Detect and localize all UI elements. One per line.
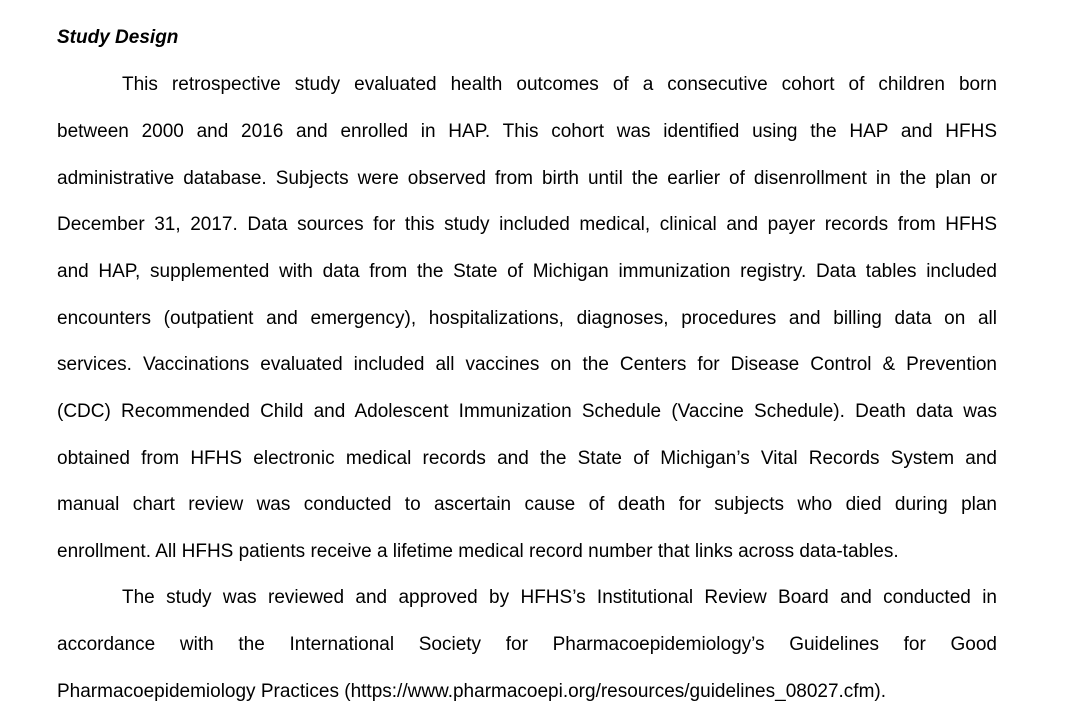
paragraph-1-line-3: administrative database. Subjects were observed from birth until the earlier of disenrollment in the plan or <box>57 168 997 189</box>
paragraph-1-line-5: and HAP, supplemented with data from the State of Michigan immunization registry. Data tables included <box>57 261 997 282</box>
paragraph-1-line-11: enrollment. All HFHS patients receive a lifetime medical record number that links across data-tables. <box>57 541 899 562</box>
paragraph-1-line-2: between 2000 and 2016 and enrolled in HAP. This cohort was identified using the HAP and HFHS <box>57 121 997 142</box>
paragraph-1-line-10: manual chart review was conducted to ascertain cause of death for subjects who died during plan <box>57 494 997 515</box>
section-heading: Study Design <box>57 27 179 48</box>
paragraph-1-line-8: (CDC) Recommended Child and Adolescent Immunization Schedule (Vaccine Schedule). Death data was <box>57 401 997 422</box>
paragraph-1-line-6: encounters (outpatient and emergency), hospitalizations, diagnoses, procedures and billing data on all <box>57 308 997 329</box>
paragraph-1-line-4: December 31, 2017. Data sources for this study included medical, clinical and payer records from HFHS <box>57 214 997 235</box>
paragraph-1-line-7: services. Vaccinations evaluated included all vaccines on the Centers for Disease Control & Prevention <box>57 354 997 375</box>
paragraph-1-line-9: obtained from HFHS electronic medical records and the State of Michigan’s Vital Records System and <box>57 448 997 469</box>
paragraph-2-line-2: accordance with the International Society for Pharmacoepidemiology’s Guidelines for Good <box>57 634 997 655</box>
paragraph-1-line-1: This retrospective study evaluated health outcomes of a consecutive cohort of children born <box>122 74 997 95</box>
paragraph-2-line-3: Pharmacoepidemiology Practices (https://www.pharmacoepi.org/resources/guidelines_08027.cfm). <box>57 681 887 702</box>
paragraph-2-line-1: The study was reviewed and approved by HFHS’s Institutional Review Board and conducted in <box>122 587 997 608</box>
